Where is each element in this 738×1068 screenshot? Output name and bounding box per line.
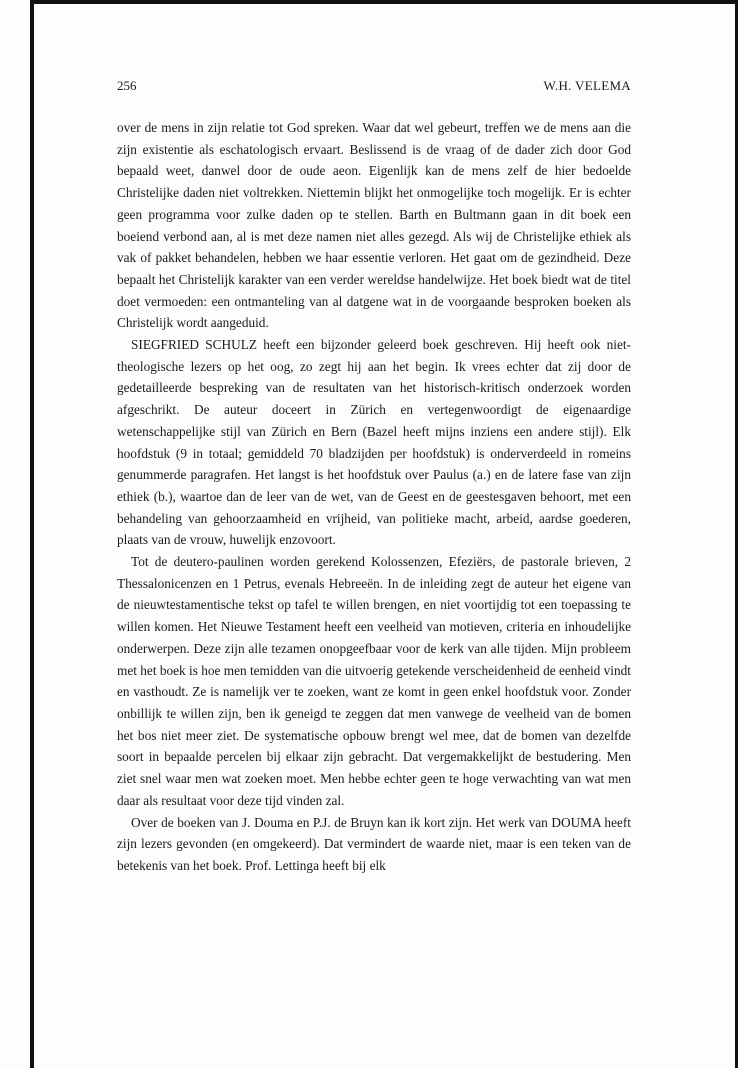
paragraph-4-lead-author: DOUMA [551,814,601,830]
body-text [117,117,631,877]
paragraph-2 [117,334,631,551]
page-number: 256 [117,78,137,93]
scan-border-left [30,0,34,1068]
paragraph-2-text: heeft een bijzonder geleerd boek geschreven. Hij heeft ook niet-theologische lezers op het oog, zo zegt hij aan het begin. Ik vrees echter dat zij door de gedetailleerde bespreking van de resultaten van het historisch-kritisch onderzoek worden afgeschrikt. De auteur doceert in Zürich en vertegenwoordigt de eigenaardige wetenschappelijke stijl van Zürich en Bern (Bazel heeft mijns inziens een andere stijl). Elk hoofdstuk (9 in totaal; gemiddeld 70 bladzijden per hoofdstuk) is onderverdeeld in romeins genummerde paragrafen. Het langst is het hoofdstuk over Paulus (a.) en de latere fase van zijn ethiek (b.), waartoe dan de leer van de wet, van de Geest en de geestesgaven behoort, met een behandeling van gehoorzaamheid en vrijheid, van politieke macht, arbeid, aardse goederen, plaats van de vrouw, huwelijk enzovoort. [117,337,631,548]
paragraph-4-text: heeft zijn lezers gevonden (en omgekeerd). Dat vermindert de waarde niet, maar is een teken van de betekenis van het boek. Prof. Lettinga heeft bij elk [117,814,632,873]
paragraph-3-text: Tot de deutero-paulinen worden gerekend Kolossenzen, Efeziërs, de pastorale brieven, 2 Thessalonicenzen en 1 Petrus, evenals Hebreeën. In de inleiding zegt de auteur het eigene van de nieuwtestamentische tekst op tafel te willen brengen, en niet voortijdig tot een toepassing te willen komen. Het Nieuwe Testament heeft een veelheid van motieven, criteria en inhoudelijke onderwerpen. Deze zijn alle tezamen onopgeefbaar voor de kerk van alle tijden. Mijn probleem met het boek is hoe men temidden van die uitvoerig getekende verscheidenheid de eenheid vindt en vasthoudt. Ze is namelijk ver te zoeken, want ze komt in geen enkel hoofdstuk voor. Zonder onbillijk te willen zijn, ben ik geneigd te zeggen dat men vanwege de veelheid van de bomen het bos niet meer ziet. De systematische opbouw brengt wel mee, dat de bomen van dezelfde soort in bepaalde percelen bij elkaar zijn gebracht. Dat vergemakkelijkt de bestudering. Men ziet snel waar men wat zoeken moet. Men hebbe echter geen te hoge verwachting van wat men daar als resultaat voor deze tijd vinden zal. [117,554,631,808]
running-head-author: W.H. VELEMA [543,78,631,93]
paragraph-1 [117,117,631,334]
paragraph-4-text-before: Over de boeken van J. Douma en P.J. de Bruyn kan ik kort zijn. Het werk van [131,814,552,830]
page-header [117,78,631,98]
paragraph-2-lead-author: SIEGFRIED SCHULZ [131,337,257,353]
paragraph-4 [117,812,631,877]
scan-border-top [30,0,738,4]
paragraph-1-text: over de mens in zijn relatie tot God spreken. Waar dat wel gebeurt, treffen we de mens aan die zijn existentie als eschatologisch ervaart. Beslissend is de vraag of de dader zich door God bepaald weet, danwel door de oude aeon. Eigenlijk kan de mens zelf de hier bedoelde Christelijke daden niet voltrekken. Niettemin blijkt het onmogelijke toch mogelijk. Er is echter geen programma voor zulke daden op te stellen. Barth en Bultmann gaan in dit boek een boeiend verbond aan, al is met deze namen niet alles gezegd. Als wij de Christelijke ethiek als vak of pakket behandelen, hebben we haar essentie verloren. Het gaat om de gezindheid. Deze bepaalt het Christelijk karakter van een verder wereldse handelwijze. Het boek biedt wat de titel doet vermoeden: een ontmanteling van al datgene wat in de voorgaande besproken boeken als Christelijk wordt aangeduid. [117,120,631,331]
paragraph-3 [117,551,631,811]
